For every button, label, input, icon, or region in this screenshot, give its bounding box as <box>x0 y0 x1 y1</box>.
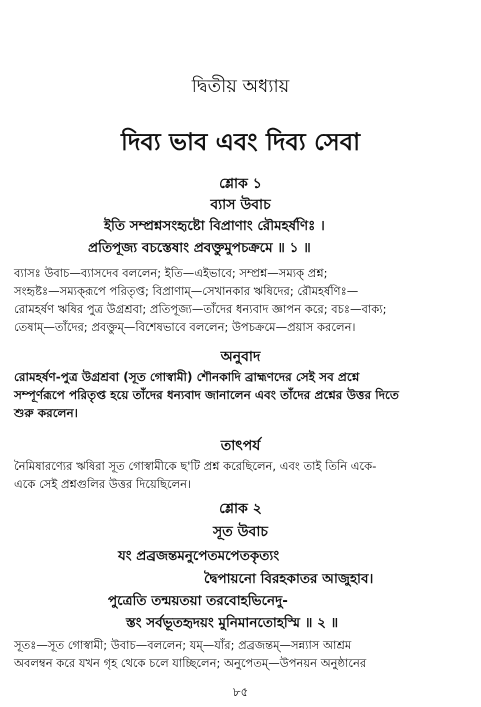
synonym-line: অবলম্বন করে যখন গৃহ থেকে চলে যাচ্ছিলেন; অনুপেতম্—উপনয়ন অনুষ্ঠানের <box>14 656 367 670</box>
sloka-1-verse-line-1: ইতি সম্প্রশ্নসংহৃষ্টো বিপ্রাণাং রৌমহর্ষণিঃ । <box>104 218 325 234</box>
sloka-2-verse-line-3: পুত্রেতি তন্ময়তয়া তরবোহভিনেদু- <box>108 593 288 609</box>
sloka-2-heading: শ্লোক ২ <box>219 501 262 517</box>
sloka-1-synonyms <box>14 264 469 336</box>
sloka-1-translation <box>14 368 469 422</box>
chapter-title: দিব্য ভাব এবং দিব্য সেবা <box>120 128 361 156</box>
translation-line: রোমহর্ষণ-পুত্র উগ্রশ্রবা (সূত গোস্বামী) শৌনকাদি ব্রাহ্মণদের সেই সব প্রশ্নে <box>14 370 360 384</box>
purport-line: নৈমিষারণ্যের ঋষিরা সূত গোস্বামীকে ছ'টি প্রশ্ন করেছিলেন, এবং তাই তিনি একে- <box>14 459 377 473</box>
page-number: ৮৫ <box>232 685 249 699</box>
translation-line: সম্পূর্ণরূপে পরিতৃপ্ত হয়ে তাঁদের ধন্যবাদ জানালেন এবং তাঁদের প্রশ্নের উত্তর দিতে <box>14 388 399 402</box>
synonym-line: সূতঃ—সূত গোস্বামী; উবাচ—বললেন; যম্—যাঁর; প্রব্রজন্তম্—সন্ন্যাস আশ্রম <box>14 638 352 652</box>
synonym-line: তেষাম্—তাঁদের; প্রবক্তুম্—বিশেষভাবে বললেন; উপচক্রমে—প্রয়াস করলেন। <box>14 320 356 334</box>
chapter-number: দ্বিতীয় অধ্যায় <box>191 76 290 97</box>
sloka-1-speaker: ব্যাস উবাচ <box>210 197 271 213</box>
sloka-2-verse-line-1: যং প্রব্রজন্তমনুপেতমপেতকৃত্যং <box>118 548 280 564</box>
synonym-line: রোমহর্ষণ ঋষির পুত্র উগ্রশ্রবা; প্রতিপূজ্য—তাঁদের ধন্যবাদ জ্ঞাপন করে; বচঃ—বাক্য; <box>14 302 387 316</box>
sloka-1-verse-line-2: প্রতিপূজ্য বচস্তেষাং প্রবক্তুমুপচক্রমে ॥ ১ ॥ <box>88 240 311 256</box>
translation-line: শুরু করলেন। <box>14 406 78 420</box>
sloka-2-synonyms <box>14 636 469 672</box>
sloka-1-heading: শ্লোক ১ <box>219 176 262 192</box>
sloka-2-speaker: সূত উবাচ <box>213 524 268 540</box>
translation-heading: অনুবাদ <box>220 349 261 365</box>
sloka-2-verse-line-4: স্তং সর্বভূতহৃদয়ং মুনিমানতোহস্মি ॥ ২ ॥ <box>126 615 339 631</box>
sloka-1-purport <box>14 457 469 493</box>
purport-line: একে সেই প্রশ্নগুলির উত্তর দিয়েছিলেন। <box>14 477 192 491</box>
synonym-line: সংহৃষ্টঃ—সম্যক্‌রূপে পরিতৃপ্ত; বিপ্রাণাম্—সেখানকার ঋষিদের; রৌমহর্ষণিঃ— <box>14 284 359 298</box>
purport-heading: তাৎপর্য <box>220 438 261 454</box>
synonym-line: ব্যাসঃ উবাচ—ব্যাসদেব বললেন; ইতি—এইভাবে; সম্প্রশ্ন—সম্যক্‌ প্রশ্ন; <box>14 266 328 280</box>
sloka-2-verse-line-2: দ্বৈপায়নো বিরহকাতর আজুহাব। <box>204 571 374 587</box>
